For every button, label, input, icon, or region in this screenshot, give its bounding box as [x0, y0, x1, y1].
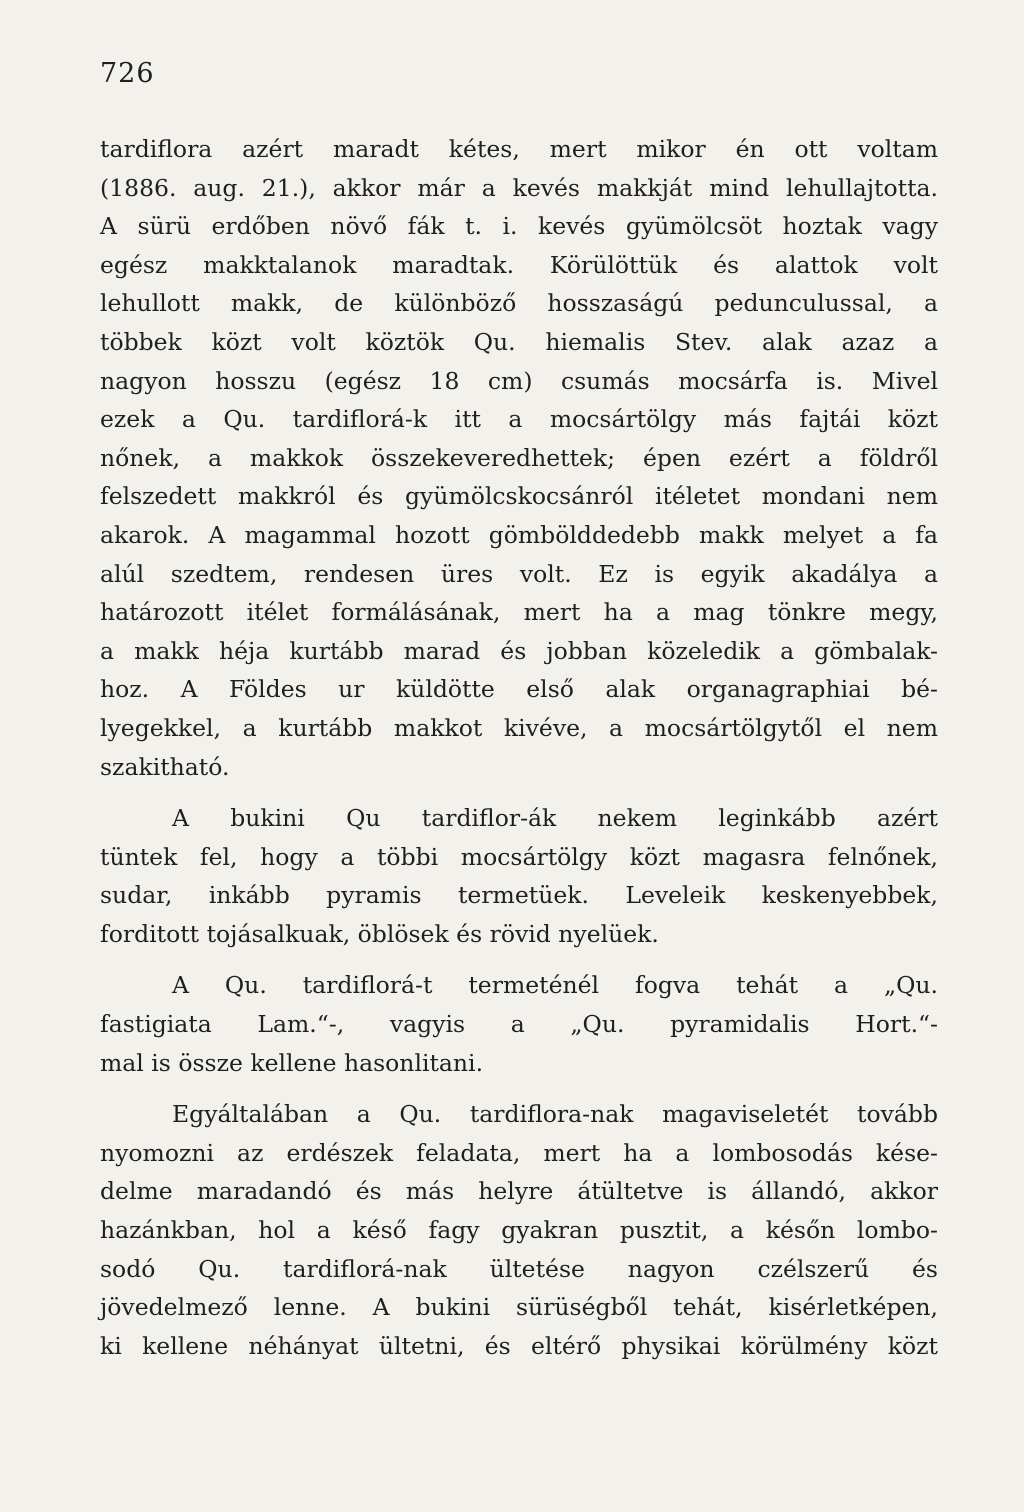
text-line: nyomozni az erdészek feladata, mert ha a lombosodás kése- [100, 1138, 938, 1167]
text-line: alúl szedtem, rendesen üres volt. Ez is egyik akadálya a [100, 559, 938, 588]
text-line: szakitható. [100, 752, 230, 781]
body-text [100, 130, 938, 1365]
text-line: fastigiata Lam.“-, vagyis a „Qu. pyramidalis Hort.“- [100, 1010, 938, 1039]
paragraph-gap [100, 1082, 938, 1095]
text-line: határozott itélet formálásának, mert ha a mag tönkre megy, [100, 598, 938, 627]
text-line: Egyáltalában a Qu. tardiflora-nak magaviseletét tovább [172, 1100, 938, 1129]
page-number: 726 [100, 58, 155, 89]
text-line: hazánkban, hol a késő fagy gyakran pusztit, a későn lombo- [100, 1216, 938, 1245]
text-line: tüntek fel, hogy a többi mocsártölgy közt magasra felnőnek, [100, 842, 938, 871]
paragraph-gap [100, 953, 938, 966]
text-line: forditott tojásalkuak, öblösek és rövid nyelüek. [100, 919, 659, 948]
text-line: tardiflora azért maradt kétes, mert mikor én ott voltam [100, 135, 938, 163]
paragraph [100, 130, 938, 786]
text-line: nagyon hosszu (egész 18 cm) csumás mocsárfa is. Mivel [100, 366, 938, 395]
text-line: lyegekkel, a kurtább makkot kivéve, a mocsártölgytől el nem [100, 713, 938, 742]
text-line: lehullott makk, de különböző hosszaságú pedunculussal, a [100, 289, 938, 318]
text-line: ki kellene néhányat ültetni, és eltérő physikai körülmény közt [100, 1331, 938, 1360]
text-line: sodó Qu. tardiflorá-nak ültetése nagyon czélszerű és [100, 1254, 938, 1283]
text-line: sudar, inkább pyramis termetüek. Leveleik keskenyebbek, [100, 881, 938, 910]
text-line: jövedelmező lenne. A bukini sürüségből tehát, kisérletképen, [100, 1293, 938, 1322]
paragraph [100, 966, 938, 1082]
text-line: egész makktalanok maradtak. Körülöttük és alattok volt [100, 250, 938, 279]
text-line: delme maradandó és más helyre átültetve is állandó, akkor [100, 1177, 938, 1206]
paragraph [100, 799, 938, 953]
text-line: ezek a Qu. tardiflorá-k itt a mocsártölgy más fajtái közt [100, 405, 938, 434]
paragraph-gap [100, 786, 938, 799]
text-line: akarok. A magammal hozott gömbölddedebb makk melyet a fa [100, 520, 938, 549]
text-line: a makk héja kurtább marad és jobban közeledik a gömbalak- [100, 636, 938, 665]
text-line: nőnek, a makkok összekeveredhettek; épen ezért a földről [100, 443, 938, 472]
text-line: A sürü erdőben növő fák t. i. kevés gyümölcsöt hoztak vagy [100, 212, 938, 241]
text-line: hoz. A Földes ur küldötte első alak organagraphiai bé- [100, 675, 938, 704]
paragraph [100, 1095, 938, 1365]
text-line: felszedett makkról és gyümölcskocsánról itéletet mondani nem [100, 482, 938, 511]
text-line: A Qu. tardiflorá-t termeténél fogva tehát a „Qu. [172, 971, 938, 1000]
text-line: többek közt volt köztök Qu. hiemalis Stev. alak azaz a [100, 327, 938, 356]
text-line: A bukini Qu tardiflor-ák nekem leginkább azért [172, 804, 938, 833]
text-line: mal is össze kellene hasonlitani. [100, 1048, 484, 1077]
text-line: (1886. aug. 21.), akkor már a kevés makkját mind lehullajtotta. [100, 173, 938, 202]
